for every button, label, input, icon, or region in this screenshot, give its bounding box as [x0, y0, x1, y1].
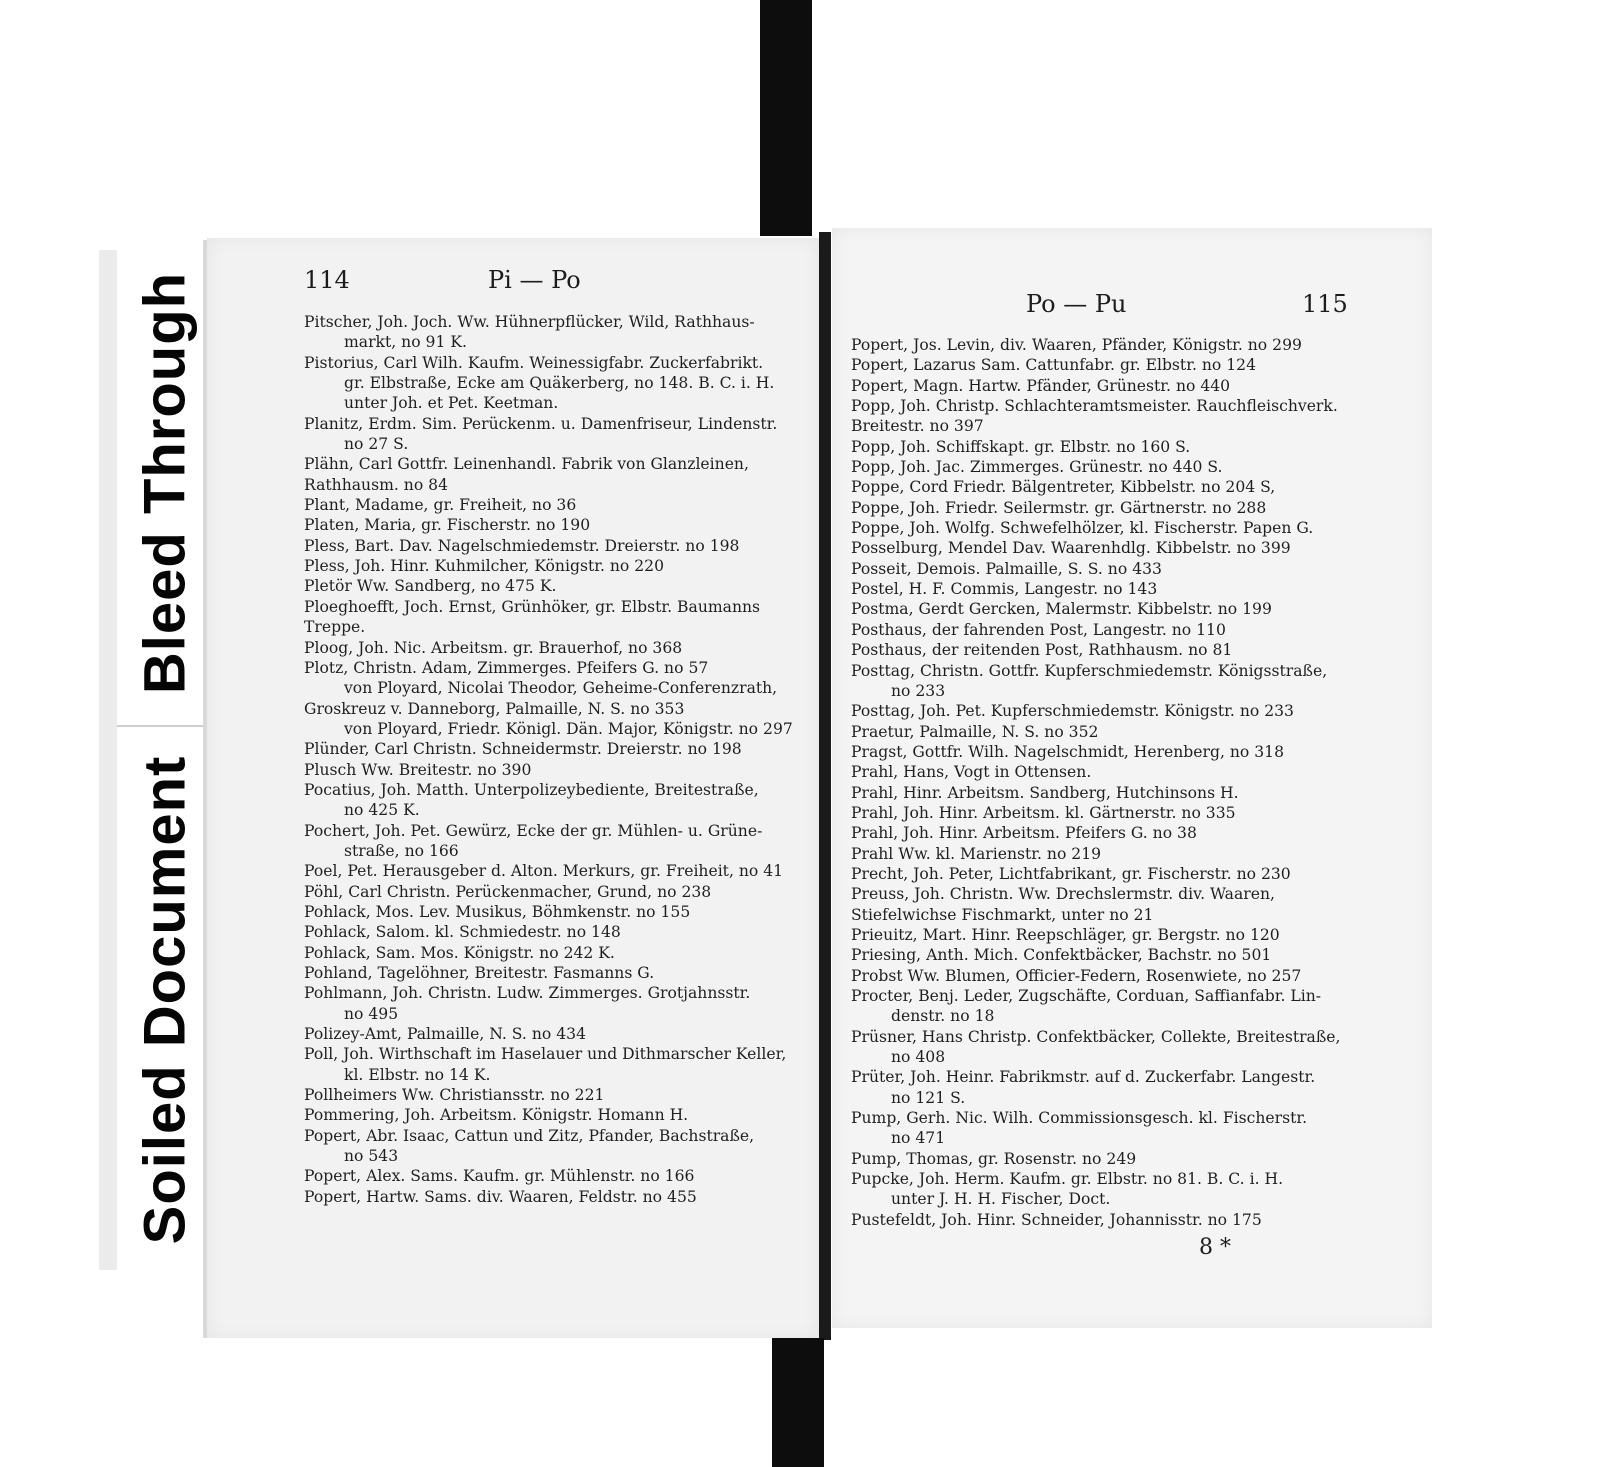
- directory-entry: Prahl Ww. kl. Marienstr. no 219: [851, 844, 1102, 863]
- left-running-head: Pi — Po: [488, 266, 581, 294]
- directory-entry: kl. Elbstr. no 14 K.: [344, 1065, 491, 1084]
- directory-entry: unter Joh. et Pet. Keetman.: [344, 394, 559, 413]
- directory-entry: Pless, Bart. Dav. Nagelschmiedemstr. Dreierstr. no 198: [304, 536, 740, 555]
- directory-entry: Popert, Magn. Hartw. Pfänder, Grünestr. no 440: [851, 376, 1231, 395]
- directory-entry: Precht, Joh. Peter, Lichtfabrikant, gr. Fischerstr. no 230: [851, 864, 1291, 883]
- directory-entry: von Ployard, Nicolai Theodor, Geheime-Conferenzrath,: [344, 679, 778, 698]
- directory-entry: Procter, Benj. Leder, Zugschäfte, Corduan, Saffianfabr. Lin-: [851, 987, 1322, 1005]
- directory-entry: markt, no 91 K.: [344, 333, 467, 352]
- binder-clip-bottom: [772, 1338, 824, 1467]
- directory-entry: Posttag, Christn. Gottfr. Kupferschmiedemstr. Königsstraße,: [851, 661, 1328, 680]
- directory-entry: Postma, Gerdt Gercken, Malermstr. Kibbelstr. no 199: [851, 600, 1272, 619]
- directory-entry: Popert, Hartw. Sams. div. Waaren, Feldstr. no 455: [304, 1187, 697, 1206]
- directory-entry: unter J. H. H. Fischer, Doct.: [891, 1190, 1111, 1209]
- directory-entry: Treppe.: [304, 618, 366, 637]
- directory-entry: Poel, Pet. Herausgeber d. Alton. Merkurs, gr. Freiheit, no 41: [304, 862, 784, 881]
- directory-entry: Pletör Ww. Sandberg, no 475 K.: [304, 577, 557, 596]
- directory-entry: Popert, Abr. Isaac, Cattun und Zitz, Pfander, Bachstraße,: [304, 1126, 755, 1145]
- directory-entry: Popert, Lazarus Sam. Cattunfabr. gr. Elbstr. no 124: [851, 356, 1257, 375]
- directory-entry: Prüter, Joh. Heinr. Fabrikmstr. auf d. Zuckerfabr. Langestr.: [851, 1068, 1316, 1087]
- directory-entry: Popert, Alex. Sams. Kaufm. gr. Mühlenstr. no 166: [304, 1167, 695, 1186]
- directory-entry: Ploeghoefft, Joch. Ernst, Grünhöker, gr. Elbstr. Baumanns: [304, 597, 761, 616]
- left-entry-list: [304, 312, 804, 1207]
- directory-entry: straße, no 166: [344, 841, 459, 860]
- directory-entry: Posthaus, der fahrenden Post, Langestr. no 110: [851, 620, 1226, 639]
- directory-entry: Breitestr. no 397: [851, 417, 984, 436]
- directory-entry: no 543: [344, 1147, 399, 1166]
- directory-entry: Pump, Gerh. Nic. Wilh. Commissionsgesch. kl. Fischerstr.: [851, 1109, 1308, 1128]
- directory-entry: Prahl, Hans, Vogt in Ottensen.: [851, 763, 1092, 782]
- directory-entry: Posthaus, der reitenden Post, Rathhausm. no 81: [851, 641, 1233, 660]
- directory-entry: Preuss, Joh. Christn. Ww. Drechslermstr. div. Waaren,: [851, 885, 1275, 904]
- directory-entry: Plähn, Carl Gottfr. Leinenhandl. Fabrik von Glanzleinen,: [304, 455, 749, 474]
- directory-entry: Polizey-Amt, Palmaille, N. S. no 434: [304, 1025, 586, 1044]
- left-page-number: 114: [304, 266, 350, 294]
- directory-entry: Plotz, Christn. Adam, Zimmerges. Pfeifers G. no 57: [304, 658, 709, 677]
- directory-entry: Poll, Joh. Wirthschaft im Haselauer und Dithmarscher Keller,: [304, 1045, 787, 1064]
- directory-entry: Pollheimers Ww. Christiansstr. no 221: [304, 1086, 605, 1105]
- directory-entry: Popp, Joh. Jac. Zimmerges. Grünestr. no 440 S.: [851, 458, 1223, 477]
- directory-entry: Pöhl, Carl Christn. Perückenmacher, Grund, no 238: [304, 882, 712, 901]
- directory-entry: Rathhausm. no 84: [304, 475, 449, 494]
- directory-entry: Pommering, Joh. Arbeitsm. Königstr. Homann H.: [304, 1106, 689, 1125]
- directory-entry: no 471: [891, 1129, 946, 1148]
- directory-entry: Praetur, Palmaille, N. S. no 352: [851, 722, 1099, 741]
- directory-entry: Priesing, Anth. Mich. Confektbäcker, Bachstr. no 501: [851, 946, 1272, 965]
- directory-entry: no 233: [891, 681, 946, 700]
- directory-entry: Popp, Joh. Christp. Schlachteramtsmeister. Rauchfleischverk.: [851, 397, 1338, 416]
- directory-entry: Groskreuz v. Danneborg, Palmaille, N. S. no 353: [304, 699, 685, 718]
- directory-entry: Pitscher, Joh. Joch. Ww. Hühnerpflücker, Wild, Rathhaus-: [304, 313, 755, 331]
- directory-entry: Pocatius, Joh. Matth. Unterpolizeybediente, Breitestraße,: [304, 780, 759, 799]
- directory-entry: Pistorius, Carl Wilh. Kaufm. Weinessigfabr. Zuckerfabrikt.: [304, 353, 764, 372]
- directory-entry: Poppe, Cord Friedr. Bälgentreter, Kibbelstr. no 204 S,: [851, 478, 1276, 497]
- directory-entry: Prahl, Hinr. Arbeitsm. Sandberg, Hutchinsons H.: [851, 783, 1239, 802]
- directory-entry: Stiefelwichse Fischmarkt, unter no 21: [851, 905, 1154, 924]
- right-running-head: Po — Pu: [1026, 290, 1127, 318]
- directory-entry: no 408: [891, 1048, 946, 1067]
- directory-entry: Pohland, Tagelöhner, Breitestr. Fasmanns G.: [304, 964, 655, 982]
- directory-entry: Plünder, Carl Christn. Schneidermstr. Dreierstr. no 198: [304, 740, 742, 759]
- signature-mark: 8 *: [1199, 1235, 1231, 1260]
- right-entry-list: [851, 335, 1356, 1230]
- directory-entry: Planitz, Erdm. Sim. Perückenm. u. Damenfriseur, Lindenstr.: [304, 414, 778, 433]
- directory-entry: von Ployard, Friedr. Königl. Dän. Major, Königstr. no 297: [344, 719, 793, 738]
- directory-entry: Pohlmann, Joh. Christn. Ludw. Zimmerges. Grotjahnsstr.: [304, 984, 751, 1003]
- banner-bottom: [117, 727, 215, 1272]
- directory-entry: Posseit, Demois. Palmaille, S. S. no 433: [851, 559, 1162, 578]
- directory-entry: Plusch Ww. Breitestr. no 390: [304, 760, 532, 779]
- directory-entry: Pless, Joh. Hinr. Kuhmilcher, Königstr. no 220: [304, 557, 665, 576]
- directory-entry: Pohlack, Salom. kl. Schmiedestr. no 148: [304, 923, 621, 942]
- banner-top-label: Bleed Through: [132, 271, 198, 694]
- banner-shadow: [99, 250, 117, 1270]
- directory-entry: Popert, Jos. Levin, div. Waaren, Pfänder, Königstr. no 299: [851, 336, 1302, 354]
- directory-entry: Pohlack, Mos. Lev. Musikus, Böhmkenstr. no 155: [304, 902, 691, 921]
- directory-entry: Pohlack, Sam. Mos. Königstr. no 242 K.: [304, 943, 615, 962]
- directory-entry: no 121 S.: [891, 1088, 966, 1107]
- directory-entry: no 425 K.: [344, 801, 420, 820]
- directory-entry: Poppe, Joh. Wolfg. Schwefelhölzer, kl. Fischerstr. Papen G.: [851, 519, 1314, 538]
- directory-entry: Posselburg, Mendel Dav. Waarenhdlg. Kibbelstr. no 399: [851, 539, 1291, 558]
- directory-entry: Poppe, Joh. Friedr. Seilermstr. gr. Gärtnerstr. no 288: [851, 498, 1267, 517]
- directory-entry: Platen, Maria, gr. Fischerstr. no 190: [304, 516, 591, 535]
- right-page-number: 115: [1302, 290, 1348, 318]
- directory-entry: Prieuitz, Mart. Hinr. Reepschläger, gr. Bergstr. no 120: [851, 925, 1280, 944]
- directory-entry: no 27 S.: [344, 435, 409, 454]
- directory-entry: Ploog, Joh. Nic. Arbeitsm. gr. Brauerhof, no 368: [304, 638, 683, 657]
- directory-entry: Prahl, Joh. Hinr. Arbeitsm. Pfeifers G. no 38: [851, 824, 1197, 843]
- directory-entry: Pustefeldt, Joh. Hinr. Schneider, Johannisstr. no 175: [851, 1210, 1262, 1229]
- directory-entry: Probst Ww. Blumen, Officier-Federn, Rosenwiete, no 257: [851, 966, 1302, 985]
- directory-entry: denstr. no 18: [891, 1007, 995, 1026]
- binder-clip-top: [760, 0, 812, 236]
- directory-entry: Pupcke, Joh. Herm. Kaufm. gr. Elbstr. no 81. B. C. i. H.: [851, 1170, 1284, 1189]
- banner-top: [117, 240, 215, 727]
- directory-entry: Posttag, Joh. Pet. Kupferschmiedemstr. Königstr. no 233: [851, 702, 1294, 721]
- directory-entry: Plant, Madame, gr. Freiheit, no 36: [304, 496, 577, 515]
- directory-entry: no 495: [344, 1004, 399, 1023]
- directory-entry: Pochert, Joh. Pet. Gewürz, Ecke der gr. Mühlen- u. Grüne-: [304, 821, 763, 840]
- directory-entry: Popp, Joh. Schiffskapt. gr. Elbstr. no 160 S.: [851, 437, 1191, 456]
- book-gutter: [819, 232, 831, 1340]
- directory-entry: gr. Elbstraße, Ecke am Quäkerberg, no 148. B. C. i. H.: [344, 374, 775, 393]
- directory-entry: Pragst, Gottfr. Wilh. Nagelschmidt, Herenberg, no 318: [851, 742, 1285, 761]
- banner-bottom-label: Soiled Document: [132, 755, 198, 1244]
- directory-entry: Prahl, Joh. Hinr. Arbeitsm. kl. Gärtnerstr. no 335: [851, 803, 1236, 822]
- directory-entry: Prüsner, Hans Christp. Confektbäcker, Collekte, Breitestraße,: [851, 1027, 1341, 1046]
- directory-entry: Postel, H. F. Commis, Langestr. no 143: [851, 580, 1158, 599]
- directory-entry: Pump, Thomas, gr. Rosenstr. no 249: [851, 1149, 1137, 1168]
